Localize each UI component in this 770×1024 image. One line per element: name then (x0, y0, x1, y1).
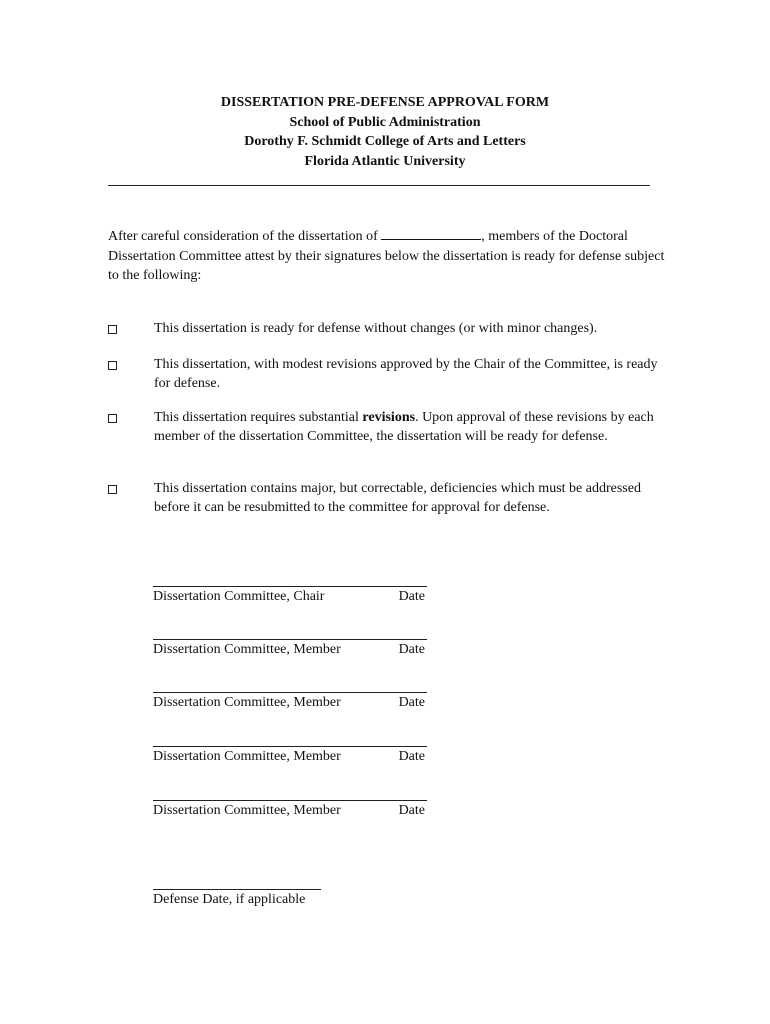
signature-line[interactable] (153, 800, 427, 801)
college-name: Dorothy F. Schmidt College of Arts and Letters (244, 134, 526, 149)
option-text-bold: revisions (362, 410, 416, 425)
option-text: This dissertation contains major, but correctable, deficiencies which must be addressed before it can be resubmitted to the committee for approval for defense. (154, 481, 641, 515)
signature-block-member (153, 639, 427, 662)
university-name: Florida Atlantic University (304, 153, 466, 169)
signature-line[interactable] (153, 746, 427, 747)
checkbox[interactable] (108, 325, 117, 334)
defense-date-line[interactable] (153, 889, 321, 890)
signature-role: Dissertation Committee, Member (153, 749, 341, 764)
signature-date-label: Date (398, 695, 425, 710)
option-text-start: This dissertation requires substantial (154, 410, 363, 425)
defense-date-block (153, 889, 321, 908)
signature-role: Dissertation Committee, Member (153, 803, 341, 818)
signature-date-label: Date (398, 749, 425, 764)
intro-text-end: , members of the Doctoral Dissertation Committee attest by their signatures below the dissertation is ready for defense subject to the following: (108, 229, 665, 283)
option-text: This dissertation is ready for defense without changes (or with minor changes). (154, 321, 598, 336)
signature-date-label: Date (398, 803, 425, 818)
signature-line[interactable] (153, 639, 427, 640)
signature-date-label: Date (398, 642, 425, 657)
signature-line[interactable] (153, 586, 427, 587)
header-divider (108, 185, 650, 186)
signature-role: Dissertation Committee, Chair (153, 589, 325, 604)
option-text (154, 409, 666, 446)
option-text-end: . Upon approval of these revisions by each member of the dissertation Committee, the dissertation will be ready for defense. (154, 410, 654, 444)
school-name: School of Public Administration (289, 114, 481, 130)
signature-role: Dissertation Committee, Member (153, 642, 341, 657)
signature-block-member (153, 746, 427, 769)
signature-date-label: Date (398, 589, 425, 604)
signature-block-member (153, 692, 427, 715)
option-text: This dissertation, with modest revisions approved by the Chair of the Committee, is ready for defense. (154, 357, 658, 391)
signature-block-chair (153, 586, 427, 609)
signature-block-member (153, 800, 427, 823)
checkbox[interactable] (108, 414, 117, 423)
intro-paragraph (108, 227, 668, 286)
signature-line[interactable] (153, 692, 427, 693)
form-header (0, 93, 770, 171)
checkbox[interactable] (108, 361, 117, 370)
student-name-blank[interactable] (381, 227, 481, 240)
signature-role: Dissertation Committee, Member (153, 695, 341, 710)
defense-date-label: Defense Date, if applicable (153, 892, 306, 907)
checkbox[interactable] (108, 485, 117, 494)
form-title: DISSERTATION PRE-DEFENSE APPROVAL FORM (220, 95, 550, 110)
intro-text-start: After careful consideration of the dissertation of (108, 229, 382, 244)
